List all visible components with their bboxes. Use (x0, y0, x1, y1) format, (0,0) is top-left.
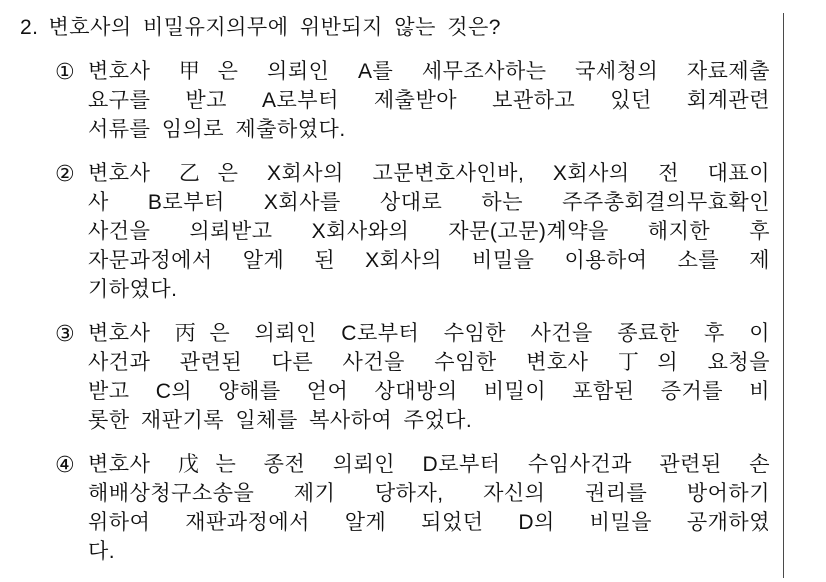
choice-item (55, 319, 826, 435)
choice-text-line: 서류를 임의로 제출하였다. (88, 118, 346, 141)
choice-text-line: 기하였다. (88, 278, 178, 301)
choice-text-line: 사 B로부터 X회사를 상대로 하는 주주총회결의무효확인 (88, 191, 770, 214)
choice-item (55, 450, 826, 566)
question-text: 변호사의 비밀유지의무에 위반되지 않는 것은? (48, 16, 501, 39)
choice-number-icon: ② (55, 161, 76, 186)
choice-text-line: 해배상청구소송을 제기 당하자, 자신의 권리를 방어하기 (88, 482, 770, 505)
choice-text (88, 319, 770, 435)
exam-page (0, 13, 826, 582)
choice-text-line: 변호사 甲은 의뢰인 A를 세무조사하는 국세청의 자료제출 (88, 60, 770, 83)
column-divider-line (783, 13, 784, 578)
choice-item (55, 57, 826, 144)
choice-number-icon: ④ (55, 452, 76, 477)
choice-text (88, 159, 770, 304)
choice-number-icon: ③ (55, 321, 76, 346)
choice-text-line: 변호사 戊는 종전 의뢰인 D로부터 수임사건과 관련된 손 (88, 453, 770, 476)
choice-text-line: 롯한 재판기록 일체를 복사하여 주었다. (88, 409, 473, 432)
choice-text-line: 변호사 乙은 X회사의 고문변호사인바, X회사의 전 대표이 (88, 162, 770, 185)
choice-text-line: 받고 C의 양해를 얻어 상대방의 비밀이 포함된 증거를 비 (88, 380, 770, 403)
question (20, 13, 826, 42)
choice-text-line: 요구를 받고 A로부터 제출받아 보관하고 있던 회계관련 (88, 89, 770, 112)
choice-text (88, 57, 770, 144)
choice-text-line: 위하여 재판과정에서 알게 되었던 D의 비밀을 공개하였 (88, 511, 770, 534)
question-number: 2. (20, 16, 39, 39)
choice-text-line: 사건과 관련된 다른 사건을 수임한 변호사 丁의 요청을 (88, 351, 770, 374)
choice-text-line: 자문과정에서 알게 된 X회사의 비밀을 이용하여 소를 제 (88, 249, 770, 272)
choice-item (55, 159, 826, 304)
choice-text (88, 450, 770, 566)
choice-number-icon: ① (55, 59, 76, 84)
choice-text-line: 다. (88, 540, 116, 563)
choice-text-line: 변호사 丙은 의뢰인 C로부터 수임한 사건을 종료한 후 이 (88, 322, 770, 345)
choice-text-line: 사건을 의뢰받고 X회사와의 자문(고문)계약을 해지한 후 (88, 220, 770, 243)
choice-list (55, 57, 826, 566)
